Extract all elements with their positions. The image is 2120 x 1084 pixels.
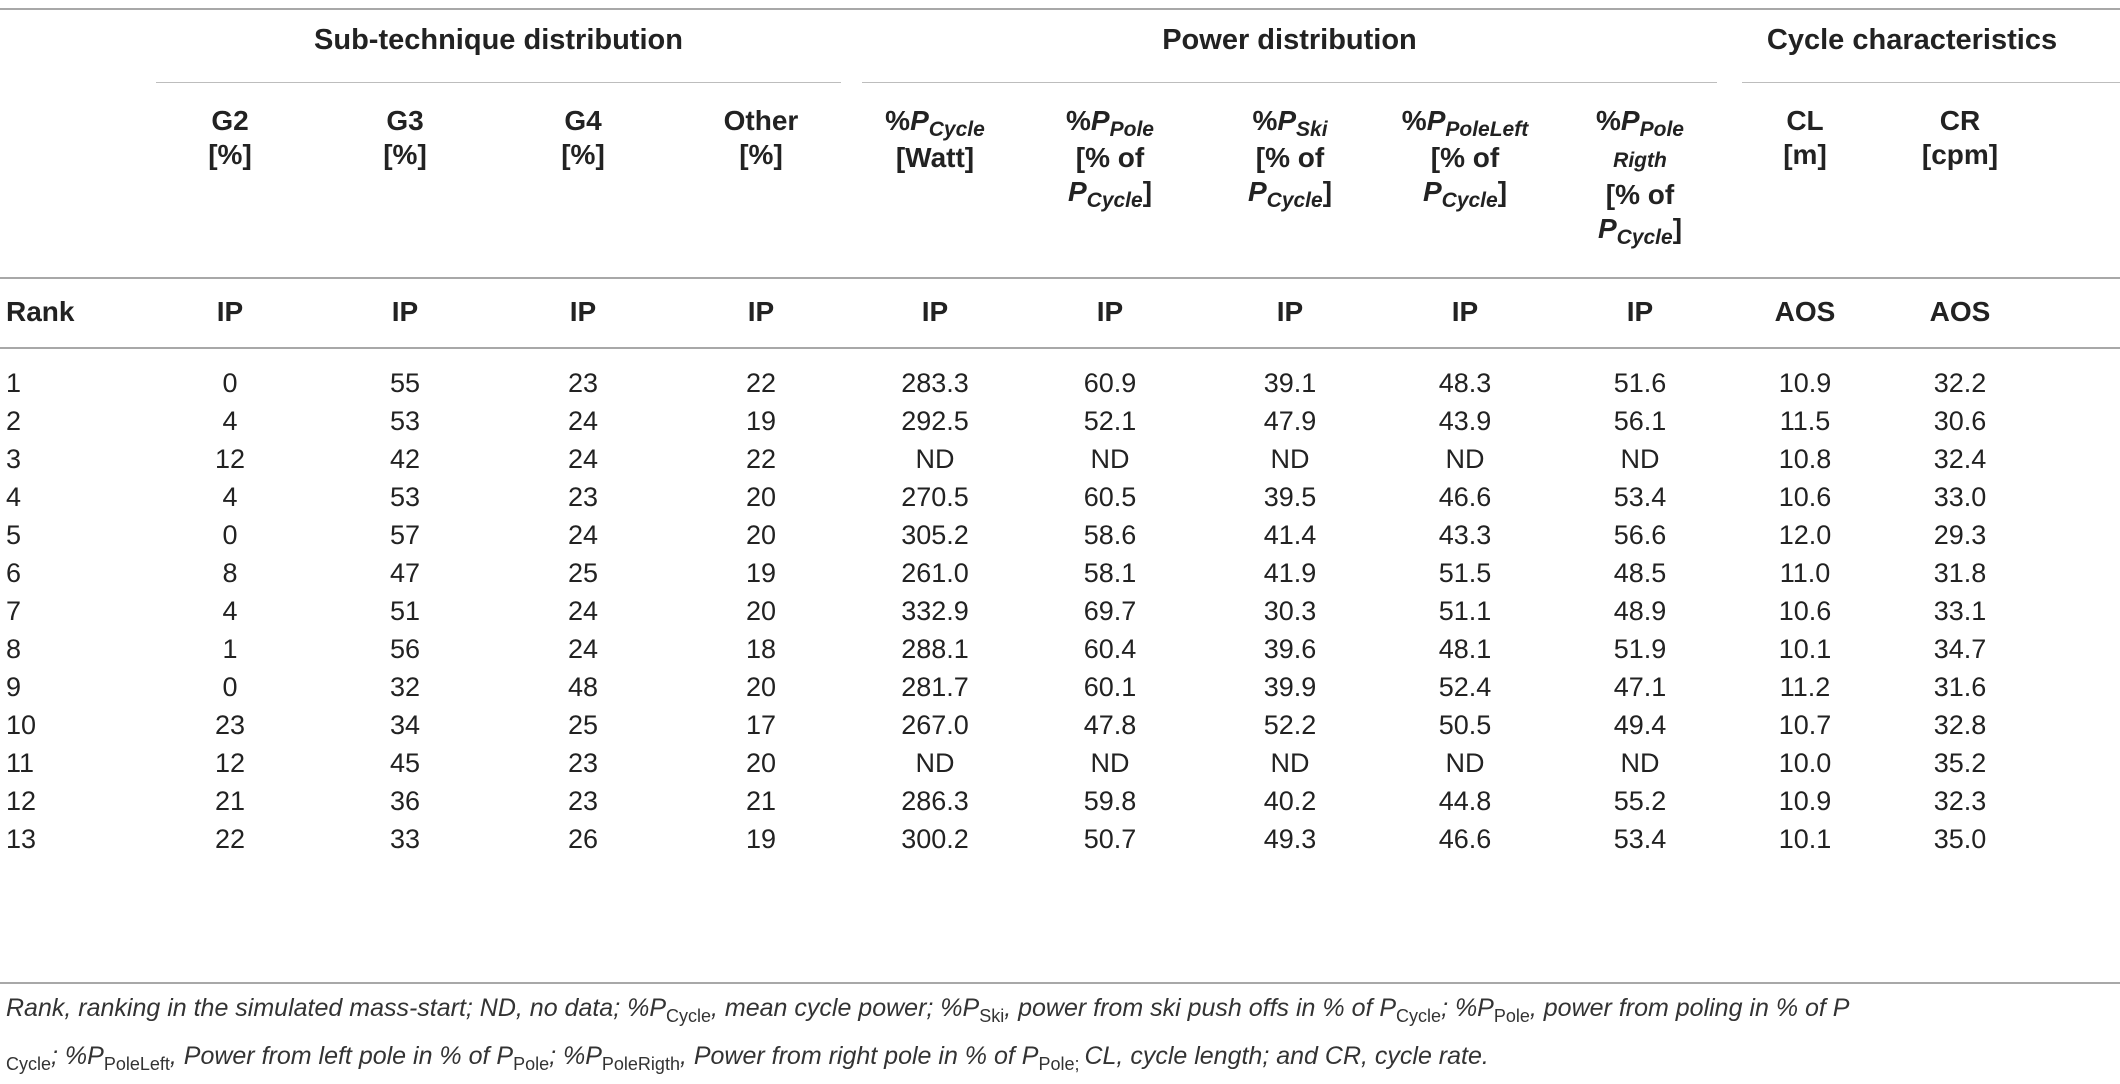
cell-ppolerigth: 56.1	[1613, 406, 1667, 436]
cell-pski: ND	[1270, 444, 1310, 474]
cell-ppole: ND	[1090, 444, 1130, 474]
cell-ppole: 60.1	[1083, 672, 1137, 702]
cell-pski: 39.9	[1263, 672, 1317, 702]
cell-pcycle: 332.9	[901, 596, 969, 626]
cell-g4: 25	[567, 558, 599, 588]
cell-ppole: 58.1	[1083, 558, 1137, 588]
cell-pski: 41.4	[1263, 520, 1317, 550]
group-title-cycle: Cycle characteristics	[1766, 24, 2058, 56]
cell-ppolerigth: 53.4	[1613, 482, 1667, 512]
subheader-ppoleleft: IP	[1451, 296, 1479, 327]
cell-ppolerigth: ND	[1620, 444, 1660, 474]
cell-ppoleleft: 51.1	[1438, 596, 1492, 626]
cell-ppoleleft: ND	[1445, 444, 1485, 474]
subheader-ppolerigth: IP	[1626, 296, 1654, 327]
subheader-rule	[0, 347, 2120, 349]
cell-ppole: 60.9	[1083, 368, 1137, 398]
cell-ppoleleft: 46.6	[1438, 482, 1492, 512]
cell-g4: 23	[567, 368, 599, 398]
cell-g3: 45	[389, 748, 421, 778]
cell-ppoleleft: 48.1	[1438, 634, 1492, 664]
subheader-ppole: IP	[1096, 296, 1124, 327]
cell-pcycle: 281.7	[901, 672, 969, 702]
cell-pski: 39.1	[1263, 368, 1317, 398]
subheader-g3: IP	[391, 296, 419, 327]
cell-cl: 10.6	[1778, 596, 1832, 626]
cell-ppole: 60.4	[1083, 634, 1137, 664]
cell-cr: 33.0	[1933, 482, 1987, 512]
cell-other: 17	[745, 710, 777, 740]
cell-ppole: 50.7	[1083, 824, 1137, 854]
cell-ppolerigth: 51.6	[1613, 368, 1667, 398]
cell-pcycle: ND	[915, 748, 955, 778]
header-g2: G2 [%]	[208, 105, 252, 170]
cell-cr: 29.3	[1933, 520, 1987, 550]
cell-other: 19	[745, 558, 777, 588]
cell-pcycle: 292.5	[901, 406, 969, 436]
cell-ppoleleft: 43.9	[1438, 406, 1492, 436]
cell-g4: 23	[567, 786, 599, 816]
cell-g2: 12	[214, 748, 246, 778]
cell-g4: 24	[567, 406, 599, 436]
top-rule	[0, 8, 2120, 10]
cell-cr: 32.4	[1933, 444, 1987, 474]
cell-other: 22	[745, 444, 777, 474]
cell-rank: 6	[6, 558, 22, 588]
cell-ppole: 52.1	[1083, 406, 1137, 436]
cell-g3: 33	[389, 824, 421, 854]
cell-other: 20	[745, 672, 777, 702]
cell-ppolerigth: 48.9	[1613, 596, 1667, 626]
header-pcycle: $\%P_{Cycle}$ [Watt]	[885, 105, 985, 173]
cell-rank: 10	[6, 710, 37, 740]
cell-pcycle: 267.0	[901, 710, 969, 740]
cell-rank: 12	[6, 786, 37, 816]
cell-ppoleleft: ND	[1445, 748, 1485, 778]
cell-other: 18	[745, 634, 777, 664]
cell-ppolerigth: 51.9	[1613, 634, 1667, 664]
subheader-g4: IP	[569, 296, 597, 327]
cell-rank: 4	[6, 482, 22, 512]
cell-g4: 48	[567, 672, 599, 702]
group-rule-power	[862, 82, 1717, 83]
cell-rank: 8	[6, 634, 22, 664]
subheader-cl: AOS	[1774, 296, 1836, 327]
cell-cr: 31.6	[1933, 672, 1987, 702]
cell-pski: 30.3	[1263, 596, 1317, 626]
cell-g2: 23	[214, 710, 246, 740]
cell-rank: 7	[6, 596, 22, 626]
cell-g3: 47	[389, 558, 421, 588]
bottom-rule	[0, 982, 2120, 984]
cell-ppolerigth: 53.4	[1613, 824, 1667, 854]
cell-pski: 52.2	[1263, 710, 1317, 740]
cell-ppole: ND	[1090, 748, 1130, 778]
cell-rank: 5	[6, 520, 22, 550]
cell-g3: 32	[389, 672, 421, 702]
cell-ppolerigth: 47.1	[1613, 672, 1667, 702]
cell-ppole: 69.7	[1083, 596, 1137, 626]
cell-pski: 41.9	[1263, 558, 1317, 588]
cell-g2: 12	[214, 444, 246, 474]
cell-cl: 10.8	[1778, 444, 1832, 474]
header-cr: CR [cpm]	[1921, 105, 1999, 170]
cell-pski: 40.2	[1263, 786, 1317, 816]
cell-g2: 22	[214, 824, 246, 854]
cell-g3: 57	[389, 520, 421, 550]
subheader-pski: IP	[1276, 296, 1304, 327]
cell-pcycle: 300.2	[901, 824, 969, 854]
cell-rank: 3	[6, 444, 22, 474]
cell-ppole: 58.6	[1083, 520, 1137, 550]
cell-g2: 0	[222, 520, 238, 550]
cell-cl: 10.7	[1778, 710, 1832, 740]
cell-pcycle: 305.2	[901, 520, 969, 550]
cell-ppolerigth: 48.5	[1613, 558, 1667, 588]
cell-rank: 9	[6, 672, 22, 702]
cell-rank: 2	[6, 406, 22, 436]
cell-ppolerigth: 56.6	[1613, 520, 1667, 550]
cell-ppoleleft: 50.5	[1438, 710, 1492, 740]
cell-cr: 30.6	[1933, 406, 1987, 436]
cell-g4: 26	[567, 824, 599, 854]
header-ppoleleft: $\%P_{PoleLeft}$ [% of $P_{Cycle}$]	[1401, 105, 1529, 212]
cell-g3: 53	[389, 406, 421, 436]
cell-cr: 31.8	[1933, 558, 1987, 588]
cell-g2: 4	[222, 406, 238, 436]
cell-ppoleleft: 51.5	[1438, 558, 1492, 588]
cell-g2: 21	[214, 786, 246, 816]
cell-ppoleleft: 43.3	[1438, 520, 1492, 550]
cell-cl: 10.0	[1778, 748, 1832, 778]
header-g4: G4 [%]	[561, 105, 605, 170]
cell-cr: 34.7	[1933, 634, 1987, 664]
cell-other: 20	[745, 520, 777, 550]
header-other: Other [%]	[723, 105, 799, 170]
cell-rank: 11	[6, 748, 35, 778]
cell-g2: 4	[222, 482, 238, 512]
cell-g2: 0	[222, 368, 238, 398]
cell-g2: 8	[222, 558, 238, 588]
cell-cl: 11.2	[1779, 672, 1831, 702]
cell-cr: 32.2	[1933, 368, 1987, 398]
cell-cl: 10.9	[1778, 786, 1832, 816]
cell-pski: 47.9	[1263, 406, 1317, 436]
cell-ppoleleft: 44.8	[1438, 786, 1492, 816]
cell-ppoleleft: 48.3	[1438, 368, 1492, 398]
cell-ppolerigth: ND	[1620, 748, 1660, 778]
cell-pcycle: 286.3	[901, 786, 969, 816]
cell-rank: 1	[6, 368, 22, 398]
cell-ppolerigth: 55.2	[1613, 786, 1667, 816]
cell-g3: 55	[389, 368, 421, 398]
cell-g2: 1	[222, 634, 238, 664]
cell-pski: 39.6	[1263, 634, 1317, 664]
header-rule	[0, 277, 2120, 279]
group-rule-cycle	[1742, 82, 2120, 83]
cell-other: 20	[745, 596, 777, 626]
cell-cl: 10.1	[1778, 824, 1832, 854]
cell-other: 19	[745, 406, 777, 436]
cell-g3: 56	[389, 634, 421, 664]
header-pski: $\%P_{Ski}$ [% of $P_{Cycle}$]	[1247, 105, 1333, 212]
cell-ppole: 59.8	[1083, 786, 1137, 816]
cell-cl: 10.6	[1778, 482, 1832, 512]
cell-cr: 35.2	[1933, 748, 1987, 778]
cell-cl: 10.9	[1778, 368, 1832, 398]
subheader-pcycle: IP	[921, 296, 949, 327]
cell-cl: 11.0	[1779, 558, 1831, 588]
cell-pski: ND	[1270, 748, 1310, 778]
subheader-rank: Rank	[6, 296, 75, 327]
cell-cr: 35.0	[1933, 824, 1987, 854]
subheader-other: IP	[747, 296, 775, 327]
cell-g3: 53	[389, 482, 421, 512]
cell-ppole: 47.8	[1083, 710, 1137, 740]
cell-cl: 12.0	[1778, 520, 1832, 550]
cell-other: 22	[745, 368, 777, 398]
cell-other: 20	[745, 748, 777, 778]
cell-g2: 0	[222, 672, 238, 702]
cell-other: 20	[745, 482, 777, 512]
cell-pcycle: 283.3	[901, 368, 969, 398]
cell-pcycle: 270.5	[901, 482, 969, 512]
cell-pski: 39.5	[1263, 482, 1317, 512]
cell-g4: 24	[567, 520, 599, 550]
header-ppolerigth: $\%P_{Pole}$ Rigth [% of $P_{Cycle}$]	[1596, 105, 1684, 249]
cell-g4: 23	[567, 482, 599, 512]
cell-g3: 42	[389, 444, 421, 474]
group-title-power: Power distribution	[1162, 24, 1417, 56]
cell-ppole: 60.5	[1083, 482, 1137, 512]
cell-pcycle: 261.0	[901, 558, 969, 588]
table-footnote: Rank, ranking in the simulated mass-start; ND, no data; $\%P_{Cycle}$, mean cycle power; $\%P_{Ski}$, power from ski push offs in % of $P_{Cycle}$; $\%P_{Pole}$, power from poling in % of P $_{Cycle}$; $\%P_{PoleLeft}$, Power from left pole in % of $P_{Pole}$; $\%P_{PoleRigth}$, Power from right pole in % of $P_{Pole;}$ CL, cycle length; and CR, cycle rate.	[6, 994, 1850, 1074]
cell-ppoleleft: 46.6	[1438, 824, 1492, 854]
cell-pcycle: ND	[915, 444, 955, 474]
cell-cr: 32.8	[1933, 710, 1987, 740]
cell-g4: 24	[567, 634, 599, 664]
cell-ppoleleft: 52.4	[1438, 672, 1492, 702]
cell-g4: 24	[567, 596, 599, 626]
group-title-sub-technique: Sub-technique distribution	[314, 24, 683, 56]
cell-g4: 24	[567, 444, 599, 474]
cell-pcycle: 288.1	[901, 634, 969, 664]
cell-cl: 11.5	[1779, 406, 1831, 436]
header-cl: CL [m]	[1783, 105, 1827, 170]
cell-rank: 13	[6, 824, 37, 854]
cell-g3: 36	[389, 786, 421, 816]
cell-cr: 33.1	[1933, 596, 1987, 626]
cell-g3: 34	[389, 710, 421, 740]
cell-g2: 4	[222, 596, 238, 626]
subheader-g2: IP	[216, 296, 244, 327]
cell-cr: 32.3	[1933, 786, 1987, 816]
cell-pski: 49.3	[1263, 824, 1317, 854]
cell-other: 19	[745, 824, 777, 854]
cell-ppolerigth: 49.4	[1613, 710, 1667, 740]
cell-cl: 10.1	[1778, 634, 1832, 664]
group-rule-sub-technique	[156, 82, 841, 83]
header-ppole: $\%P_{Pole}$ [% of $P_{Cycle}$]	[1066, 105, 1154, 212]
cell-g4: 23	[567, 748, 599, 778]
cell-g3: 51	[389, 596, 421, 626]
subheader-cr: AOS	[1929, 296, 1991, 327]
cell-g4: 25	[567, 710, 599, 740]
cell-other: 21	[745, 786, 777, 816]
header-g3: G3 [%]	[383, 105, 427, 170]
